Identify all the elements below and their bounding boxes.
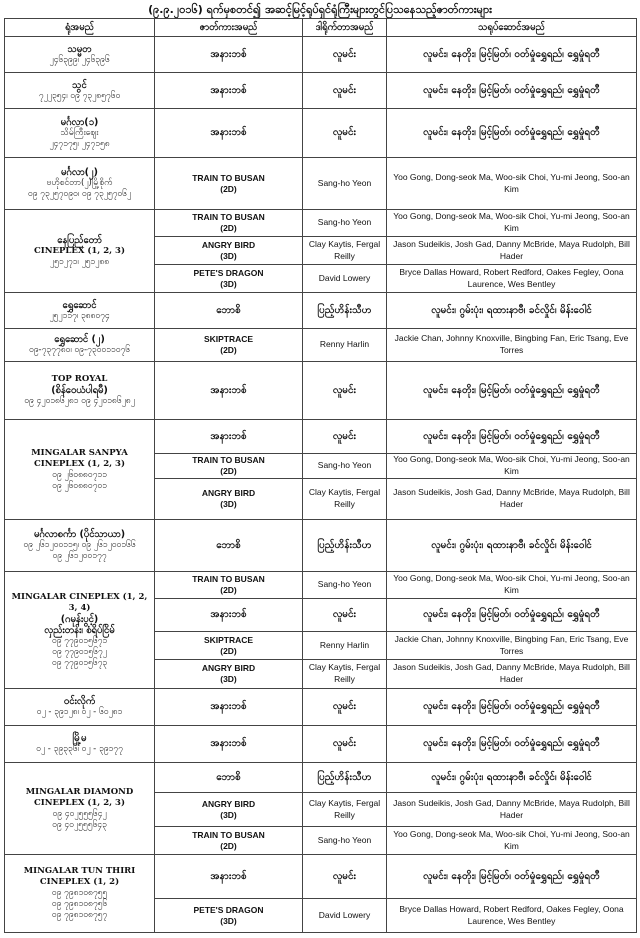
film-title: အနားဘစ် xyxy=(210,48,247,60)
cinema-phone: ၀၉ ၂၆၀၈၈၀၇၁၁ xyxy=(52,469,107,480)
director-name: Sang-ho Yeon xyxy=(317,177,372,188)
cinema-cell xyxy=(5,73,155,109)
film-title: SKIPTRACE xyxy=(203,634,254,645)
cast-names: Yoo Gong, Dong-seok Ma, Woo-sik Choi, Yu-mi Jeong, Soo-an Kim xyxy=(393,828,630,851)
cinema-phone: ၂၄၇၁၇၅၊ ၂၄၇၁၅၈ xyxy=(49,138,110,149)
film-title: TRAIN TO BUSAN xyxy=(192,574,265,584)
cinema-cell xyxy=(5,689,155,726)
table-row xyxy=(5,158,637,210)
cast-cell xyxy=(387,660,637,689)
director-name: Clay Kaytis, Fergal Reilly xyxy=(308,797,381,820)
director-name: ပြည့်ဟိန်းသီဟ xyxy=(317,771,372,783)
director-name: ပြည့်ဟိန်းသီဟ xyxy=(317,539,372,551)
cinema-name: သမ္မတ xyxy=(67,43,92,55)
film-format: (2D) xyxy=(220,585,237,595)
film-title: TRAIN TO BUSAN xyxy=(192,172,265,183)
director-cell xyxy=(303,855,387,899)
table-row xyxy=(5,293,637,329)
table-row xyxy=(5,73,637,109)
film-cell xyxy=(155,899,303,933)
cinema-subname: CINEPLEX (1, 2, 3) xyxy=(33,458,125,469)
director-name: လူမင်း xyxy=(332,430,357,442)
cast-cell xyxy=(387,37,637,73)
cinema-phone: ၀၉ ၇၇၉၀၁၅၆၇၃ xyxy=(51,657,108,668)
cast-names: Jason Sudeikis, Josh Gad, Danny McBride, Maya Rudolph, Bill Hader xyxy=(393,662,630,684)
film-title: TRAIN TO BUSAN xyxy=(192,212,265,222)
director-name: လူမင်း xyxy=(332,384,357,396)
film-cell xyxy=(155,599,303,632)
table-row xyxy=(5,109,637,158)
cast-names: လူမင်း၊ နေတိုး၊ မြင့်မြတ်၊ ဝတ်မှုံရွှေရည်၊ ရွှေမှုံရတီ xyxy=(423,48,600,60)
table-row xyxy=(5,520,637,572)
director-name: Clay Kaytis, Fergal Reilly xyxy=(308,487,381,509)
film-cell xyxy=(155,362,303,420)
film-cell xyxy=(155,265,303,293)
cinema-phone: ၀၉ ၄၂၀၁၈၆၂၈၁ ၀၉ ၄၂၀၁၈၆၂၈၂ xyxy=(24,396,135,406)
cast-names: Jason Sudeikis, Josh Gad, Danny McBride, Maya Rudolph, Bill Hader xyxy=(393,238,630,261)
cast-cell xyxy=(387,420,637,454)
film-cell xyxy=(155,479,303,520)
cinema-name: မြို့မ xyxy=(72,733,87,744)
film-title: SKIPTRACE xyxy=(203,334,254,344)
film-cell xyxy=(155,689,303,726)
cast-names: လူမင်း၊ နေတိုး၊ မြင့်မြတ်၊ ဝတ်မှုံရွှေရည်၊ ရွှေမှုံရတီ xyxy=(423,430,600,442)
cast-cell xyxy=(387,726,637,763)
cast-cell xyxy=(387,899,637,933)
cast-names: လူမင်း၊ ဂွမ်းပုံး၊ ရထားနာဗီ၊ ခင်လှိုင်၊ မိန်းဝေါင် xyxy=(431,771,592,783)
cinema-name: ဝင်းလိုက် xyxy=(63,696,96,707)
cinema-name: MINGALAR SANPYA xyxy=(31,447,128,458)
film-cell xyxy=(155,37,303,73)
cinema-cell xyxy=(5,520,155,572)
table-row xyxy=(5,329,637,362)
cinema-phone: ၀၉ ၄၀၂၅၅၅၆၄၃ xyxy=(52,819,107,830)
film-cell xyxy=(155,827,303,855)
film-cell xyxy=(155,632,303,660)
director-name: လူမင်း xyxy=(332,701,357,712)
director-cell xyxy=(303,479,387,520)
film-cell xyxy=(155,520,303,572)
cinema-name: MINGALAR DIAMOND xyxy=(25,786,134,797)
cinema-phone: ၀၉ ၇၃၂၅၇၀၉၀၊ ၀၉ ၇၃၂၅၇၀၆၂ xyxy=(27,189,132,199)
cast-names: လူမင်း၊ နေတိုး၊ မြင့်မြတ်၊ ဝတ်မှုံရွှေရည်၊ ရွှေမှုံရတီ xyxy=(423,738,600,749)
cast-names: Jason Sudeikis, Josh Gad, Danny McBride, Maya Rudolph, Bill Hader xyxy=(393,487,630,509)
cast-names: Jackie Chan, Johnny Knoxville, Bingbing Fan, Eric Tsang, Eve Torres xyxy=(394,333,629,355)
cinema-subname: CINEPLEX (1, 2) xyxy=(39,877,120,887)
cinema-cell xyxy=(5,293,155,329)
cast-cell xyxy=(387,599,637,632)
cast-names: Bryce Dallas Howard, Robert Redford, Oakes Fegley, Oona Laurence, Wes Bentley xyxy=(399,266,624,289)
page-title: (၉.၉.၂၀၁၆) ရက်မှစတင်၍ အဆင့်မြင့်ရုပ်ရှင်ရုံကြီးများတွင်ပြသနေသည့်ဇာတ်ကားများ xyxy=(148,3,492,16)
film-cell xyxy=(155,454,303,479)
cast-names: Yoo Gong, Dong-seok Ma, Woo-sik Choi, Yu-mi Jeong, Soo-an Kim xyxy=(393,573,630,595)
director-cell xyxy=(303,158,387,210)
director-cell xyxy=(303,520,387,572)
table-row xyxy=(5,362,637,420)
cast-cell xyxy=(387,520,637,572)
cast-cell xyxy=(387,454,637,479)
film-title: အနားဘစ် xyxy=(210,701,247,712)
cinema-name: MINGALAR CINEPLEX (1, 2, 3, 4) xyxy=(11,591,148,613)
director-cell xyxy=(303,726,387,763)
cast-names: Yoo Gong, Dong-seok Ma, Woo-sik Choi, Yu-mi Jeong, Soo-an Kim xyxy=(393,171,630,194)
director-cell xyxy=(303,73,387,109)
director-cell xyxy=(303,689,387,726)
film-cell xyxy=(155,158,303,210)
cinema-cell xyxy=(5,420,155,520)
cast-cell xyxy=(387,763,637,793)
director-name: ပြည့်ဟိန်းသီဟ xyxy=(317,304,372,316)
director-cell xyxy=(303,827,387,855)
director-cell xyxy=(303,599,387,632)
cast-names: လူမင်း၊ ဂွမ်းပုံး၊ ရထားနာဗီ၊ ခင်လှိုင်၊ မိန်းဝေါင် xyxy=(431,304,592,316)
director-name: Clay Kaytis, Fergal Reilly xyxy=(308,238,381,261)
director-cell xyxy=(303,362,387,420)
director-cell xyxy=(303,420,387,454)
cast-cell xyxy=(387,329,637,362)
cinema-phone: ၂၄၆၃၉၉၊ ၂၄၆၃၉၆ xyxy=(49,54,110,65)
film-cell xyxy=(155,660,303,689)
header-cinema: ရုံအမည် xyxy=(5,19,155,37)
cast-cell xyxy=(387,158,637,210)
cinema-phone: ၀၉-၇၃၇၇၈၀၊ ၀၉-၇၃၀၀၁၁၀၇၆ xyxy=(28,345,131,355)
film-format: (2D) xyxy=(220,840,237,851)
film-format: (3D) xyxy=(220,250,237,261)
cinema-phone: ၇၂၂၃၅၄၊ ၀၉ ၇၃၂၈၅၇၆၀ xyxy=(38,90,121,101)
cinema-phone: ၀၂ - ၃၉၁၂၈၊ ၀၂ - ၆၀၂၈၁ xyxy=(36,707,123,717)
cast-names: Jason Sudeikis, Josh Gad, Danny McBride, Maya Rudolph, Bill Hader xyxy=(393,797,630,820)
cinema-name: ရွှေဆောင် xyxy=(62,299,97,311)
cinema-subname: (စိန်ဝေယံပါရမီ) xyxy=(51,385,108,396)
cinema-name: မင်္ဂလာ(၂) xyxy=(60,167,99,178)
cast-cell xyxy=(387,572,637,599)
cast-cell xyxy=(387,73,637,109)
cast-cell xyxy=(387,793,637,827)
cinema-phone: ၀၉ ၇၉၈၁၀၈၇၅၅ xyxy=(51,888,108,898)
film-title: အနားဘစ် xyxy=(210,738,247,749)
director-name: လူမင်း xyxy=(332,738,357,749)
film-title: အနားဘစ် xyxy=(210,127,247,138)
cinema-name: MINGALAR TUN THIRI xyxy=(23,866,136,876)
cast-cell xyxy=(387,855,637,899)
director-cell xyxy=(303,899,387,933)
table-row xyxy=(5,37,637,73)
film-format: (3D) xyxy=(220,499,237,509)
cinema-cell xyxy=(5,158,155,210)
film-title: ANGRY BIRD xyxy=(201,663,256,673)
cast-names: Bryce Dallas Howard, Robert Redford, Oakes Fegley, Oona Laurence, Wes Bentley xyxy=(399,903,624,926)
cast-names: လူမင်း၊ နေတိုး၊ မြင့်မြတ်၊ ဝတ်မှုံရွှေရည်၊ ရွှေမှုံရတီ xyxy=(423,870,600,882)
cinema-name: TOP ROYAL xyxy=(51,374,108,384)
table-row xyxy=(5,689,637,726)
cinema-cell xyxy=(5,855,155,933)
film-format: (2D) xyxy=(220,466,237,476)
director-name: လူမင်း xyxy=(332,870,357,882)
film-title: ANGRY BIRD xyxy=(201,239,256,250)
cinema-phone: ၀၉ ၇၇၉၀၁၅၆၇၁ xyxy=(51,635,108,646)
film-cell xyxy=(155,293,303,329)
director-cell xyxy=(303,293,387,329)
cinema-phone: ၀၉ ၂၆၁၂၀၀၁၇၇ xyxy=(52,551,107,561)
film-title: TRAIN TO BUSAN xyxy=(192,455,265,465)
director-cell xyxy=(303,454,387,479)
film-title: ANGRY BIRD xyxy=(201,798,256,809)
film-title: ဘောစိ xyxy=(216,304,241,316)
director-cell xyxy=(303,109,387,158)
film-cell xyxy=(155,73,303,109)
cinema-cell xyxy=(5,362,155,420)
director-cell xyxy=(303,329,387,362)
film-format: (3D) xyxy=(220,278,237,289)
director-name: လူမင်း xyxy=(332,127,357,138)
cast-cell xyxy=(387,362,637,420)
film-title: အနားဘစ် xyxy=(210,430,247,442)
cinema-name: မင်္ဂလာစင်္ကာ (ပိုင်သာယာ) xyxy=(33,529,126,540)
header-cast: သရုပ်ဆောင်အမည် xyxy=(387,19,637,37)
cast-cell xyxy=(387,237,637,265)
film-format: (3D) xyxy=(220,915,237,926)
cinema-phone: ၀၂ - ၃၉၃၃၆၊ ၀၂ - ၃၉၁၇၇ xyxy=(36,744,123,754)
film-format: (3D) xyxy=(220,674,237,684)
film-cell xyxy=(155,793,303,827)
director-cell xyxy=(303,37,387,73)
cast-names: Jackie Chan, Johnny Knoxville, Bingbing Fan, Eric Tsang, Eve Torres xyxy=(394,633,629,656)
director-name: Sang-ho Yeon xyxy=(317,217,372,227)
table-row xyxy=(5,726,637,763)
film-title: ဘောစိ xyxy=(216,771,241,783)
cinema-phone: ၀၉ ၇၇၉၀၁၅၆၇၂ xyxy=(52,646,107,657)
cinema-cell xyxy=(5,37,155,73)
cinema-cell xyxy=(5,726,155,763)
header-film: ဇာတ်ကားအမည် xyxy=(155,19,303,37)
cast-names: လူမင်း၊ နေတိုး၊ မြင့်မြတ်၊ ဝတ်မှုံရွှေရည်၊ ရွှေမှုံရတီ xyxy=(423,609,600,620)
cast-cell xyxy=(387,827,637,855)
director-name: လူမင်း xyxy=(332,48,357,60)
director-cell xyxy=(303,265,387,293)
table-row xyxy=(5,855,637,899)
director-name: David Lowery xyxy=(318,272,371,283)
cast-names: လူမင်း၊ နေတိုး၊ မြင့်မြတ်၊ ဝတ်မှုံရွှေရည်၊ ရွှေမှုံရတီ xyxy=(423,127,600,138)
cast-names: လူမင်း၊ နေတိုး၊ မြင့်မြတ်၊ ဝတ်မှုံရွှေရည်၊ ရွှေမှုံရတီ xyxy=(423,384,600,396)
cinema-phone: ၀၉ ၄၀၂၅၅၅၆၄၂ xyxy=(52,808,107,819)
film-cell xyxy=(155,572,303,599)
cinema-phone: ၀၉ ၂၆၁၂၀၀၁၁၅၊ ၀၉ ၂၆၁၂၀၀၁၆၆ xyxy=(23,540,136,550)
film-title: အနားဘစ် xyxy=(210,609,247,620)
film-cell xyxy=(155,329,303,362)
film-format: (3D) xyxy=(220,809,237,820)
schedule-table xyxy=(4,18,637,933)
cast-cell xyxy=(387,632,637,660)
cinema-phone: ၂၅၁၂၇၁၊ ၂၅၁၂၈၈ xyxy=(49,256,110,267)
table-row xyxy=(5,763,637,793)
cinema-cell xyxy=(5,329,155,362)
table-row xyxy=(5,210,637,237)
film-title: အနားဘစ် xyxy=(210,870,247,882)
film-cell xyxy=(155,210,303,237)
director-cell xyxy=(303,572,387,599)
header-director: ဒါရိုက်တာအမည် xyxy=(303,19,387,37)
table-row xyxy=(5,572,637,599)
cinema-name: သွင် xyxy=(72,79,87,91)
film-cell xyxy=(155,763,303,793)
director-cell xyxy=(303,632,387,660)
header-row xyxy=(5,19,637,37)
film-format: (2D) xyxy=(220,345,237,355)
director-cell xyxy=(303,763,387,793)
director-name: Renny Harlin xyxy=(319,339,370,349)
cinema-phone: ၀၉ ၇၉၈၁၀၈၇၅၆ xyxy=(51,899,108,909)
director-name: လူမင်း xyxy=(332,84,357,96)
film-title: TRAIN TO BUSAN xyxy=(192,829,265,840)
film-title: PETE'S DRAGON xyxy=(193,267,264,278)
director-cell xyxy=(303,793,387,827)
table-row xyxy=(5,420,637,454)
film-format: (2D) xyxy=(220,223,237,233)
cinema-cell xyxy=(5,763,155,855)
cinema-location: ဗဟိုစင်တာ(၂)မြို့စိုက် xyxy=(46,178,113,188)
cast-names: လူမင်း၊ ဂွမ်းပုံး၊ ရထားနာဗီ၊ ခင်လှိုင်၊ မိန်းဝေါင် xyxy=(431,539,592,551)
cast-names: လူမင်း၊ နေတိုး၊ မြင့်မြတ်၊ ဝတ်မှုံရွှေရည်၊ ရွှေမှုံရတီ xyxy=(423,84,600,96)
director-cell xyxy=(303,237,387,265)
cinema-phone: ၀၉ ၂၆၀၈၈၀၇၀၁ xyxy=(52,480,107,491)
cinema-cell xyxy=(5,572,155,689)
cinema-name: နေပြည်တော် xyxy=(57,234,102,246)
director-name: Renny Harlin xyxy=(319,639,370,650)
film-cell xyxy=(155,109,303,158)
film-cell xyxy=(155,237,303,265)
cinema-cell xyxy=(5,210,155,293)
cinema-subname: CINEPLEX (1, 2, 3) xyxy=(33,797,125,808)
film-cell xyxy=(155,420,303,454)
director-name: လူမင်း xyxy=(332,609,357,620)
cast-names: လူမင်း၊ နေတိုး၊ မြင့်မြတ်၊ ဝတ်မှုံရွှေရည်၊ ရွှေမှုံရတီ xyxy=(423,701,600,712)
film-title: PETE'S DRAGON xyxy=(193,904,264,915)
director-name: David Lowery xyxy=(318,909,371,920)
cinema-phone: ၀၉ ၇၉၈၁၀၈၇၅၇ xyxy=(51,910,108,920)
cinema-location: လှည်းတန်း၊ စံရိပ်ငြိမ် xyxy=(44,624,115,636)
director-name: Sang-ho Yeon xyxy=(317,834,372,845)
cast-cell xyxy=(387,479,637,520)
director-name: Sang-ho Yeon xyxy=(317,460,372,470)
cast-cell xyxy=(387,109,637,158)
cinema-phone: ၂၅၂၁၁၇၊ ၃၈၈၀၇၄ xyxy=(49,310,110,321)
film-cell xyxy=(155,855,303,899)
cinema-subname: (ဂမုန်းပွင့်) xyxy=(60,613,99,625)
film-format: (2D) xyxy=(220,183,237,194)
cinema-name: မင်္ဂလာ(၁) xyxy=(60,116,99,128)
cinema-location: သိမ်ကြီးဈေး xyxy=(60,127,99,138)
cast-names: Yoo Gong, Dong-seok Ma, Woo-sik Choi, Yu-mi Jeong, Soo-an Kim xyxy=(393,454,630,476)
cast-names: Yoo Gong, Dong-seok Ma, Woo-sik Choi, Yu-mi Jeong, Soo-an Kim xyxy=(393,211,630,233)
director-cell xyxy=(303,210,387,237)
film-title: ANGRY BIRD xyxy=(201,488,256,498)
cinema-name: ရွှေဆောင် (၂) xyxy=(54,334,105,345)
film-title: ဘောစိ xyxy=(216,539,241,551)
cast-cell xyxy=(387,689,637,726)
cast-cell xyxy=(387,265,637,293)
cast-cell xyxy=(387,293,637,329)
cinema-subname: CINEPLEX (1, 2, 3) xyxy=(33,245,125,256)
cast-cell xyxy=(387,210,637,237)
film-format: (2D) xyxy=(220,645,237,656)
film-title: အနားဘစ် xyxy=(210,384,247,396)
film-title: အနားဘစ် xyxy=(210,84,247,96)
director-name: Sang-ho Yeon xyxy=(317,579,372,589)
director-name: Clay Kaytis, Fergal Reilly xyxy=(308,662,381,684)
film-cell xyxy=(155,726,303,763)
director-cell xyxy=(303,660,387,689)
cinema-cell xyxy=(5,109,155,158)
